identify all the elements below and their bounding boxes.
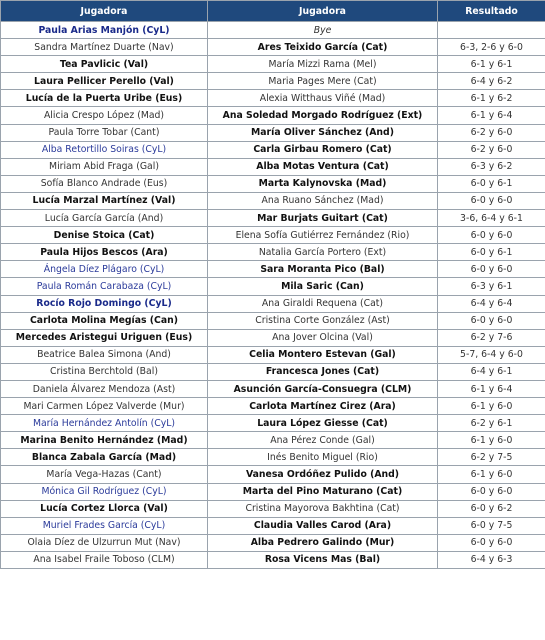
- player-2-cell: Sara Moranta Pico (Bal): [208, 261, 438, 278]
- player-2-cell: Vanesa Ordóñez Pulido (And): [208, 466, 438, 483]
- player-2-cell: Natalia García Portero (Ext): [208, 244, 438, 261]
- table-row: [1, 39, 545, 56]
- table-row: [1, 175, 545, 192]
- table-row: [1, 551, 545, 568]
- player-2-cell: Rosa Vicens Mas (Bal): [208, 551, 438, 568]
- result-cell: 6-0 y 6-1: [438, 244, 545, 261]
- player-1-cell: Lucía Cortez Llorca (Val): [1, 500, 208, 517]
- player-2-cell: Asunción García-Consuegra (CLM): [208, 380, 438, 397]
- player-2-cell: Celia Montero Estevan (Gal): [208, 346, 438, 363]
- player-1-cell: Lucía García García (And): [1, 210, 208, 227]
- table-row: [1, 500, 545, 517]
- header-row: [1, 1, 545, 22]
- player-2-cell: Marta del Pino Maturano (Cat): [208, 483, 438, 500]
- table-row: [1, 261, 545, 278]
- table-row: [1, 227, 545, 244]
- header-player-2: Jugadora: [208, 1, 438, 22]
- table-row: [1, 398, 545, 415]
- results-body: [1, 22, 545, 569]
- table-row: [1, 192, 545, 209]
- result-cell: 6-0 y 6-1: [438, 175, 545, 192]
- result-cell: 5-7, 6-4 y 6-0: [438, 346, 545, 363]
- player-1-cell: María Vega-Hazas (Cant): [1, 466, 208, 483]
- player-2-cell: María Mizzi Rama (Mel): [208, 56, 438, 73]
- result-cell: 6-1 y 6-0: [438, 466, 545, 483]
- table-row: [1, 295, 545, 312]
- table-row: [1, 124, 545, 141]
- result-cell: 6-0 y 7-5: [438, 517, 545, 534]
- table-row: [1, 73, 545, 90]
- result-cell: 6-0 y 6-0: [438, 261, 545, 278]
- player-2-cell: Carla Girbau Romero (Cat): [208, 141, 438, 158]
- table-row: [1, 244, 545, 261]
- player-2-cell: Ana Ruano Sánchez (Mad): [208, 192, 438, 209]
- player-1-cell: Sandra Martínez Duarte (Nav): [1, 39, 208, 56]
- player-1-cell: Paula Hijos Bescos (Ara): [1, 244, 208, 261]
- result-cell: 3-6, 6-4 y 6-1: [438, 210, 545, 227]
- player-2-cell: Alba Motas Ventura (Cat): [208, 158, 438, 175]
- header-result: Resultado: [438, 1, 545, 22]
- player-1-cell: Sofía Blanco Andrade (Eus): [1, 175, 208, 192]
- player-1-cell: Beatrice Balea Simona (And): [1, 346, 208, 363]
- result-cell: 6-0 y 6-2: [438, 500, 545, 517]
- result-cell: 6-4 y 6-3: [438, 551, 545, 568]
- player-1-cell: Muriel Frades García (CyL): [1, 517, 208, 534]
- player-2-cell: Cristina Corte González (Ast): [208, 312, 438, 329]
- player-2-cell: Laura López Giesse (Cat): [208, 415, 438, 432]
- result-cell: 6-2 y 6-0: [438, 124, 545, 141]
- table-row: [1, 22, 545, 39]
- result-cell: 6-3, 2-6 y 6-0: [438, 39, 545, 56]
- player-1-cell: Tea Pavlicic (Val): [1, 56, 208, 73]
- player-1-cell: Paula Torre Tobar (Cant): [1, 124, 208, 141]
- player-1-cell: Mercedes Aristegui Uriguen (Eus): [1, 329, 208, 346]
- player-2-cell: Alba Pedrero Galindo (Mur): [208, 534, 438, 551]
- table-row: [1, 56, 545, 73]
- table-row: [1, 363, 545, 380]
- result-cell: 6-1 y 6-0: [438, 398, 545, 415]
- table-row: [1, 346, 545, 363]
- player-1-cell: Alba Retortillo Soiras (CyL): [1, 141, 208, 158]
- result-cell: 6-2 y 7-6: [438, 329, 545, 346]
- result-cell: 6-1 y 6-0: [438, 432, 545, 449]
- player-2-cell: Ana Jover Olcina (Val): [208, 329, 438, 346]
- table-row: [1, 141, 545, 158]
- table-row: [1, 517, 545, 534]
- player-1-cell: Mari Carmen López Valverde (Mur): [1, 398, 208, 415]
- result-cell: 6-3 y 6-1: [438, 278, 545, 295]
- player-1-cell: Cristina Berchtold (Bal): [1, 363, 208, 380]
- table-row: [1, 415, 545, 432]
- player-1-cell: Lucía de la Puerta Uribe (Eus): [1, 90, 208, 107]
- result-cell: 6-1 y 6-1: [438, 56, 545, 73]
- player-2-cell: Elena Sofía Gutiérrez Fernández (Rio): [208, 227, 438, 244]
- result-cell: 6-0 y 6-0: [438, 192, 545, 209]
- player-2-cell: Mar Burjats Guitart (Cat): [208, 210, 438, 227]
- result-cell: 6-3 y 6-2: [438, 158, 545, 175]
- result-cell: 6-0 y 6-0: [438, 534, 545, 551]
- player-1-cell: Paula Arias Manjón (CyL): [1, 22, 208, 39]
- result-cell: 6-2 y 6-1: [438, 415, 545, 432]
- header-player-1: Jugadora: [1, 1, 208, 22]
- player-2-cell: Cristina Mayorova Bakhtina (Cat): [208, 500, 438, 517]
- player-2-cell: Inés Benito Miguel (Rio): [208, 449, 438, 466]
- player-2-cell: Bye: [208, 22, 438, 39]
- result-cell: 6-4 y 6-4: [438, 295, 545, 312]
- table-row: [1, 90, 545, 107]
- player-1-cell: Laura Pellicer Perello (Val): [1, 73, 208, 90]
- player-1-cell: Lucía Marzal Martínez (Val): [1, 192, 208, 209]
- player-2-cell: Ana Pérez Conde (Gal): [208, 432, 438, 449]
- table-row: [1, 312, 545, 329]
- player-1-cell: Ana Isabel Fraile Toboso (CLM): [1, 551, 208, 568]
- result-cell: 6-2 y 6-0: [438, 141, 545, 158]
- player-2-cell: Francesca Jones (Cat): [208, 363, 438, 380]
- player-1-cell: Mónica Gil Rodríguez (CyL): [1, 483, 208, 500]
- player-1-cell: Marina Benito Hernández (Mad): [1, 432, 208, 449]
- player-1-cell: Ángela Díez Plágaro (CyL): [1, 261, 208, 278]
- player-2-cell: Alexia Witthaus Viñé (Mad): [208, 90, 438, 107]
- result-cell: 6-1 y 6-4: [438, 107, 545, 124]
- player-2-cell: Mila Saric (Can): [208, 278, 438, 295]
- result-cell: [438, 22, 545, 39]
- table-row: [1, 278, 545, 295]
- player-1-cell: Alicia Crespo López (Mad): [1, 107, 208, 124]
- player-2-cell: Maria Pages Mere (Cat): [208, 73, 438, 90]
- player-2-cell: Ares Teixido García (Cat): [208, 39, 438, 56]
- player-2-cell: María Oliver Sánchez (And): [208, 124, 438, 141]
- table-row: [1, 107, 545, 124]
- player-1-cell: Carlota Molina Megías (Can): [1, 312, 208, 329]
- player-1-cell: Miriam Abid Fraga (Gal): [1, 158, 208, 175]
- result-cell: 6-0 y 6-0: [438, 312, 545, 329]
- result-cell: 6-0 y 6-0: [438, 227, 545, 244]
- table-row: [1, 466, 545, 483]
- player-2-cell: Carlota Martínez Cirez (Ara): [208, 398, 438, 415]
- player-1-cell: Rocío Rojo Domingo (CyL): [1, 295, 208, 312]
- result-cell: 6-4 y 6-2: [438, 73, 545, 90]
- table-row: [1, 534, 545, 551]
- result-cell: 6-0 y 6-0: [438, 483, 545, 500]
- player-2-cell: Ana Giraldi Requena (Cat): [208, 295, 438, 312]
- player-1-cell: Paula Román Carabaza (CyL): [1, 278, 208, 295]
- table-row: [1, 380, 545, 397]
- table-row: [1, 329, 545, 346]
- player-1-cell: María Hernández Antolín (CyL): [1, 415, 208, 432]
- table-row: [1, 158, 545, 175]
- player-1-cell: Daniela Álvarez Mendoza (Ast): [1, 380, 208, 397]
- player-1-cell: Blanca Zabala García (Mad): [1, 449, 208, 466]
- result-cell: 6-1 y 6-4: [438, 380, 545, 397]
- player-1-cell: Olaia Díez de Ulzurrun Mut (Nav): [1, 534, 208, 551]
- result-cell: 6-1 y 6-2: [438, 90, 545, 107]
- player-2-cell: Marta Kalynovska (Mad): [208, 175, 438, 192]
- player-2-cell: Claudia Valles Carod (Ara): [208, 517, 438, 534]
- table-row: [1, 432, 545, 449]
- player-1-cell: Denise Stoica (Cat): [1, 227, 208, 244]
- player-2-cell: Ana Soledad Morgado Rodríguez (Ext): [208, 107, 438, 124]
- result-cell: 6-4 y 6-1: [438, 363, 545, 380]
- table-row: [1, 210, 545, 227]
- table-row: [1, 483, 545, 500]
- table-row: [1, 449, 545, 466]
- result-cell: 6-2 y 7-5: [438, 449, 545, 466]
